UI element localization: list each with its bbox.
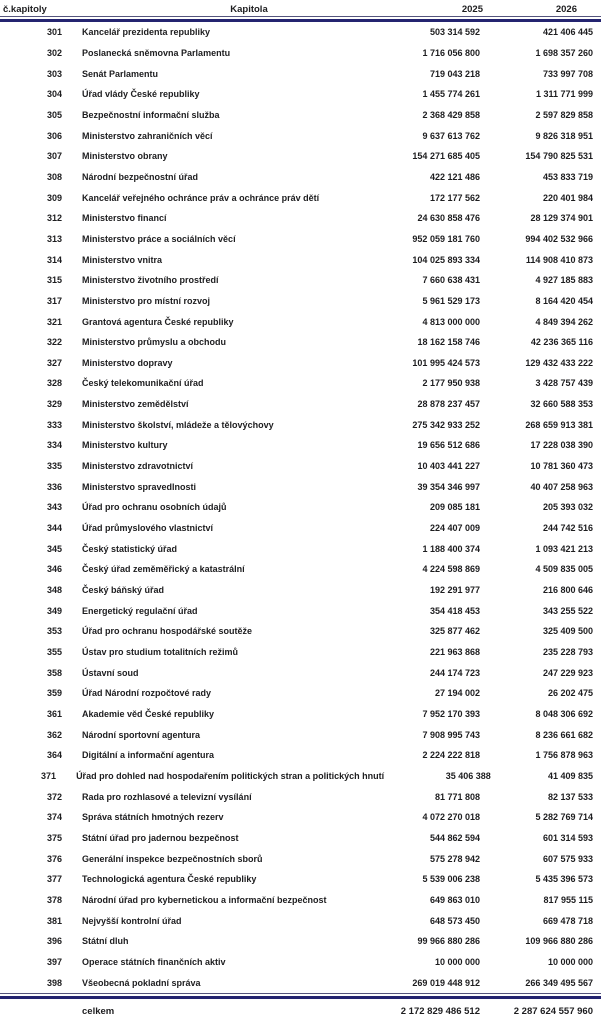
row-number: 329 [46, 399, 62, 410]
row-number: 396 [46, 936, 62, 947]
table-row [0, 84, 601, 105]
table-row [0, 807, 601, 828]
row-2026: 17 228 038 390 [530, 440, 593, 451]
row-number: 353 [46, 626, 62, 637]
row-name: Český statistický úřad [82, 543, 178, 554]
row-2026: 9 826 318 951 [535, 130, 593, 141]
row-2026: 669 478 718 [542, 915, 593, 926]
row-2026: 109 966 880 286 [525, 936, 593, 947]
row-name: Ministerstvo zemědělství [82, 399, 189, 410]
row-2025: 2 177 950 938 [422, 378, 480, 389]
row-name: Nejvyšší kontrolní úřad [82, 915, 182, 926]
row-name: Národní bezpečnostní úřad [82, 171, 199, 182]
footer-total-2026: 2 287 624 557 960 [513, 1006, 593, 1018]
row-2026: 994 402 532 966 [525, 233, 593, 244]
table-row [0, 848, 601, 869]
header-chapter-name: Kapitola [230, 4, 268, 15]
table-row [0, 291, 601, 312]
row-name: Všeobecná pokladní správa [82, 977, 201, 988]
table-row [0, 642, 601, 663]
row-2025: 244 174 723 [429, 667, 480, 678]
row-2026: 1 756 878 963 [535, 750, 593, 761]
row-name: Ministerstvo dopravy [82, 357, 173, 368]
table-row [0, 518, 601, 539]
row-name: Ministerstvo vnitra [82, 254, 163, 265]
row-2026: 10 000 000 [547, 956, 593, 967]
row-number: 372 [46, 791, 62, 802]
row-number: 312 [46, 213, 62, 224]
row-2026: 5 282 769 714 [535, 812, 593, 823]
table-row [0, 270, 601, 291]
table-row [0, 373, 601, 394]
row-2026: 235 228 793 [542, 647, 593, 658]
table-row [0, 435, 601, 456]
row-2025: 19 656 512 686 [417, 440, 480, 451]
row-number: 371 [41, 770, 57, 781]
header-year-2025: 2025 [461, 4, 483, 15]
table-row [0, 580, 601, 601]
row-2025: 81 771 808 [434, 791, 480, 802]
row-2025: 192 291 977 [429, 585, 480, 596]
row-2026: 1 093 421 213 [535, 543, 593, 554]
row-name: Úřad průmyslového vlastnictví [82, 523, 214, 534]
row-number: 306 [46, 130, 62, 141]
row-number: 346 [46, 564, 62, 575]
table-row [0, 167, 601, 188]
row-number: 317 [46, 295, 62, 306]
header-chapter-number: č.kapitoly [3, 4, 47, 15]
row-name: Energetický regulační úřad [82, 605, 198, 616]
table-row [0, 229, 601, 250]
row-name: Technologická agentura České republiky [82, 874, 257, 885]
row-name: Grantová agentura České republiky [82, 316, 234, 327]
row-2026: 114 908 410 873 [525, 254, 593, 265]
table-row [0, 394, 601, 415]
row-number: 308 [46, 171, 62, 182]
footer-label: celkem [82, 1006, 115, 1018]
row-name: Státní úřad pro jadernou bezpečnost [82, 832, 239, 843]
row-number: 377 [46, 874, 62, 885]
row-number: 364 [46, 750, 62, 761]
row-number: 355 [46, 647, 62, 658]
row-2026: 733 997 708 [542, 68, 593, 79]
row-2025: 154 271 685 405 [412, 151, 480, 162]
row-2026: 244 742 516 [542, 523, 593, 534]
row-2025: 269 019 448 912 [412, 977, 480, 988]
row-name: Úřad vlády České republiky [82, 89, 200, 100]
row-2026: 3 428 757 439 [535, 378, 593, 389]
row-name: Kancelář veřejného ochránce práv a ochránce práv dětí [82, 192, 320, 203]
table-row [0, 828, 601, 849]
row-2025: 28 878 237 457 [417, 399, 480, 410]
row-2025: 1 455 774 261 [422, 89, 480, 100]
row-2025: 5 539 006 238 [422, 874, 480, 885]
table-row [0, 931, 601, 952]
row-2025: 649 863 010 [429, 894, 480, 905]
row-number: 344 [46, 523, 62, 534]
table-body [0, 22, 601, 993]
table-row [0, 125, 601, 146]
row-2026: 129 432 433 222 [525, 357, 593, 368]
table-row [0, 683, 601, 704]
row-number: 358 [46, 667, 62, 678]
row-number: 315 [46, 275, 62, 286]
row-name: Digitální a informační agentura [82, 750, 215, 761]
row-2026: 1 698 357 260 [535, 47, 593, 58]
row-number: 328 [46, 378, 62, 389]
row-2025: 325 877 462 [429, 626, 480, 637]
table-row [0, 559, 601, 580]
row-number: 301 [46, 27, 62, 38]
table-row [0, 890, 601, 911]
row-2026: 2 597 829 858 [535, 109, 593, 120]
row-name: Český báňský úřad [82, 585, 165, 596]
row-number: 349 [46, 605, 62, 616]
row-2025: 952 059 181 760 [412, 233, 480, 244]
row-2025: 4 813 000 000 [422, 316, 480, 327]
row-2026: 82 137 533 [547, 791, 593, 802]
row-2026: 325 409 500 [542, 626, 593, 637]
table-row [0, 910, 601, 931]
row-2025: 1 716 056 800 [422, 47, 480, 58]
row-number: 333 [46, 419, 62, 430]
table-footer-row [0, 999, 601, 1024]
row-2025: 7 908 995 743 [422, 729, 480, 740]
row-name: Ministerstvo průmyslu a obchodu [82, 337, 227, 348]
row-number: 321 [46, 316, 62, 327]
row-2025: 275 342 933 252 [412, 419, 480, 430]
table-row [0, 972, 601, 993]
row-2025: 7 952 170 393 [422, 708, 480, 719]
row-number: 309 [46, 192, 62, 203]
table-row [0, 332, 601, 353]
row-name: Ministerstvo pro místní rozvoj [82, 295, 211, 306]
table-row [0, 414, 601, 435]
row-name: Ministerstvo životního prostředí [82, 275, 219, 286]
row-number: 359 [46, 688, 62, 699]
row-2026: 216 800 646 [542, 585, 593, 596]
row-2026: 601 314 593 [542, 832, 593, 843]
table-row [0, 456, 601, 477]
row-number: 335 [46, 461, 62, 472]
row-2025: 10 000 000 [434, 956, 480, 967]
row-2025: 209 085 181 [429, 502, 480, 513]
row-name: Ministerstvo zahraničních věcí [82, 130, 213, 141]
table-row [0, 146, 601, 167]
row-number: 336 [46, 481, 62, 492]
row-number: 374 [46, 812, 62, 823]
row-name: Bezpečnostní informační služba [82, 109, 220, 120]
table-row [0, 476, 601, 497]
row-name: Rada pro rozhlasové a televizní vysílání [82, 791, 252, 802]
row-name: Úřad pro ochranu hospodářské soutěže [82, 626, 253, 637]
row-name: Poslanecká sněmovna Parlamentu [82, 47, 231, 58]
row-number: 313 [46, 233, 62, 244]
row-2025: 354 418 453 [429, 605, 480, 616]
table-row [0, 311, 601, 332]
row-number: 348 [46, 585, 62, 596]
row-number: 322 [46, 337, 62, 348]
row-2025: 719 043 218 [429, 68, 480, 79]
row-name: Ústavní soud [82, 667, 139, 678]
row-2025: 39 354 346 997 [417, 481, 480, 492]
table-row [0, 43, 601, 64]
row-number: 302 [46, 47, 62, 58]
row-number: 361 [46, 708, 62, 719]
table-row [0, 662, 601, 683]
row-2026: 205 393 032 [542, 502, 593, 513]
row-name: Senát Parlamentu [82, 68, 159, 79]
row-number: 378 [46, 894, 62, 905]
row-2025: 5 961 529 173 [422, 295, 480, 306]
table-header-row [0, 0, 601, 16]
row-2025: 2 224 222 818 [422, 750, 480, 761]
table-row [0, 208, 601, 229]
row-number: 334 [46, 440, 62, 451]
table-row [0, 869, 601, 890]
row-number: 345 [46, 543, 62, 554]
row-2025: 7 660 638 431 [422, 275, 480, 286]
row-2025: 10 403 441 227 [417, 461, 480, 472]
row-name: Správa státních hmotných rezerv [82, 812, 224, 823]
row-number: 304 [46, 89, 62, 100]
header-year-2026: 2026 [555, 4, 577, 15]
row-name: Ministerstvo kultury [82, 440, 168, 451]
row-name: Úřad Národní rozpočtové rady [82, 688, 212, 699]
row-2025: 224 407 009 [429, 523, 480, 534]
row-name: Ministerstvo spravedlnosti [82, 481, 197, 492]
table-row [0, 621, 601, 642]
row-name: Národní úřad pro kybernetickou a informační bezpečnost [82, 894, 327, 905]
row-2025: 35 406 388 [445, 770, 491, 781]
table-row [0, 63, 601, 84]
table-row [0, 497, 601, 518]
row-name: Kancelář prezidenta republiky [82, 27, 211, 38]
row-2026: 421 406 445 [542, 27, 593, 38]
table-row [0, 952, 601, 973]
row-2025: 101 995 424 573 [412, 357, 480, 368]
row-name: Český telekomunikační úřad [82, 378, 204, 389]
row-number: 305 [46, 109, 62, 120]
row-2025: 104 025 893 334 [412, 254, 480, 265]
table-row [0, 786, 601, 807]
row-2025: 99 966 880 286 [417, 936, 480, 947]
row-number: 314 [46, 254, 62, 265]
table-row [0, 105, 601, 126]
row-2026: 817 955 115 [543, 894, 593, 905]
table-row [0, 353, 601, 374]
row-number: 376 [46, 853, 62, 864]
table-row [0, 600, 601, 621]
row-number: 381 [46, 915, 62, 926]
row-number: 303 [46, 68, 62, 79]
row-2025: 503 314 592 [429, 27, 480, 38]
row-2026: 247 229 923 [542, 667, 593, 678]
table-row [0, 249, 601, 270]
row-name: Generální inspekce bezpečnostních sborů [82, 853, 263, 864]
row-2026: 8 236 661 682 [535, 729, 593, 740]
row-2026: 343 255 522 [542, 605, 593, 616]
row-name: Národní sportovní agentura [82, 729, 201, 740]
row-2025: 24 630 858 476 [417, 213, 480, 224]
row-name: Úřad pro dohled nad hospodařením politických stran a politických hnutí [76, 770, 385, 781]
row-2025: 4 224 598 869 [422, 564, 480, 575]
row-2025: 9 637 613 762 [422, 130, 480, 141]
row-name: Ministerstvo obrany [82, 151, 168, 162]
row-2026: 28 129 374 901 [530, 213, 593, 224]
row-2026: 10 781 360 473 [530, 461, 593, 472]
row-2026: 266 349 495 567 [525, 977, 593, 988]
table-row [0, 538, 601, 559]
row-2026: 40 407 258 963 [530, 481, 593, 492]
row-name: Operace státních finančních aktiv [82, 956, 226, 967]
row-2026: 607 575 933 [542, 853, 593, 864]
row-2026: 8 048 306 692 [535, 708, 593, 719]
row-name: Český úřad zeměměřický a katastrální [82, 564, 245, 575]
row-2025: 648 573 450 [429, 915, 480, 926]
row-2026: 154 790 825 531 [525, 151, 593, 162]
row-2025: 2 368 429 858 [422, 109, 480, 120]
row-2026: 453 833 719 [542, 171, 593, 182]
row-2026: 4 849 394 262 [535, 316, 593, 327]
row-2026: 220 401 984 [542, 192, 593, 203]
row-2025: 1 188 400 374 [422, 543, 480, 554]
row-2025: 575 278 942 [429, 853, 480, 864]
row-2025: 18 162 158 746 [417, 337, 480, 348]
row-name: Státní dluh [82, 936, 129, 947]
row-2026: 8 164 420 454 [535, 295, 593, 306]
row-2026: 5 435 396 573 [535, 874, 593, 885]
row-name: Ministerstvo financí [82, 213, 167, 224]
row-number: 343 [46, 502, 62, 513]
row-2026: 4 927 185 883 [535, 275, 593, 286]
row-name: Ministerstvo zdravotnictví [82, 461, 194, 472]
row-number: 307 [46, 151, 62, 162]
row-2025: 4 072 270 018 [422, 812, 480, 823]
row-2025: 221 963 868 [429, 647, 480, 658]
footer-total-2025: 2 172 829 486 512 [400, 1006, 480, 1018]
row-2025: 544 862 594 [429, 832, 480, 843]
table-row [0, 724, 601, 745]
row-name: Akademie věd České republiky [82, 708, 215, 719]
row-name: Úřad pro ochranu osobních údajů [82, 502, 227, 513]
table-row [0, 704, 601, 725]
row-number: 375 [46, 832, 62, 843]
row-number: 397 [46, 956, 62, 967]
row-number: 398 [46, 977, 62, 988]
table-row [0, 766, 601, 787]
row-2026: 41 409 835 [547, 770, 593, 781]
row-2026: 32 660 588 353 [530, 399, 593, 410]
row-2026: 1 311 771 999 [535, 89, 593, 100]
row-2026: 4 509 835 005 [535, 564, 593, 575]
row-2025: 172 177 562 [429, 192, 480, 203]
row-2026: 268 659 913 381 [525, 419, 593, 430]
row-2026: 26 202 475 [547, 688, 593, 699]
row-name: Ministerstvo práce a sociálních věcí [82, 233, 236, 244]
row-2025: 422 121 486 [429, 171, 480, 182]
row-2026: 42 236 365 116 [530, 337, 593, 348]
row-number: 327 [46, 357, 62, 368]
table-row [0, 745, 601, 766]
table-row [0, 187, 601, 208]
row-2025: 27 194 002 [434, 688, 480, 699]
row-name: Ústav pro studium totalitních režimů [82, 647, 239, 658]
row-name: Ministerstvo školství, mládeže a tělovýchovy [82, 419, 274, 430]
row-number: 362 [46, 729, 62, 740]
table-row [0, 22, 601, 43]
